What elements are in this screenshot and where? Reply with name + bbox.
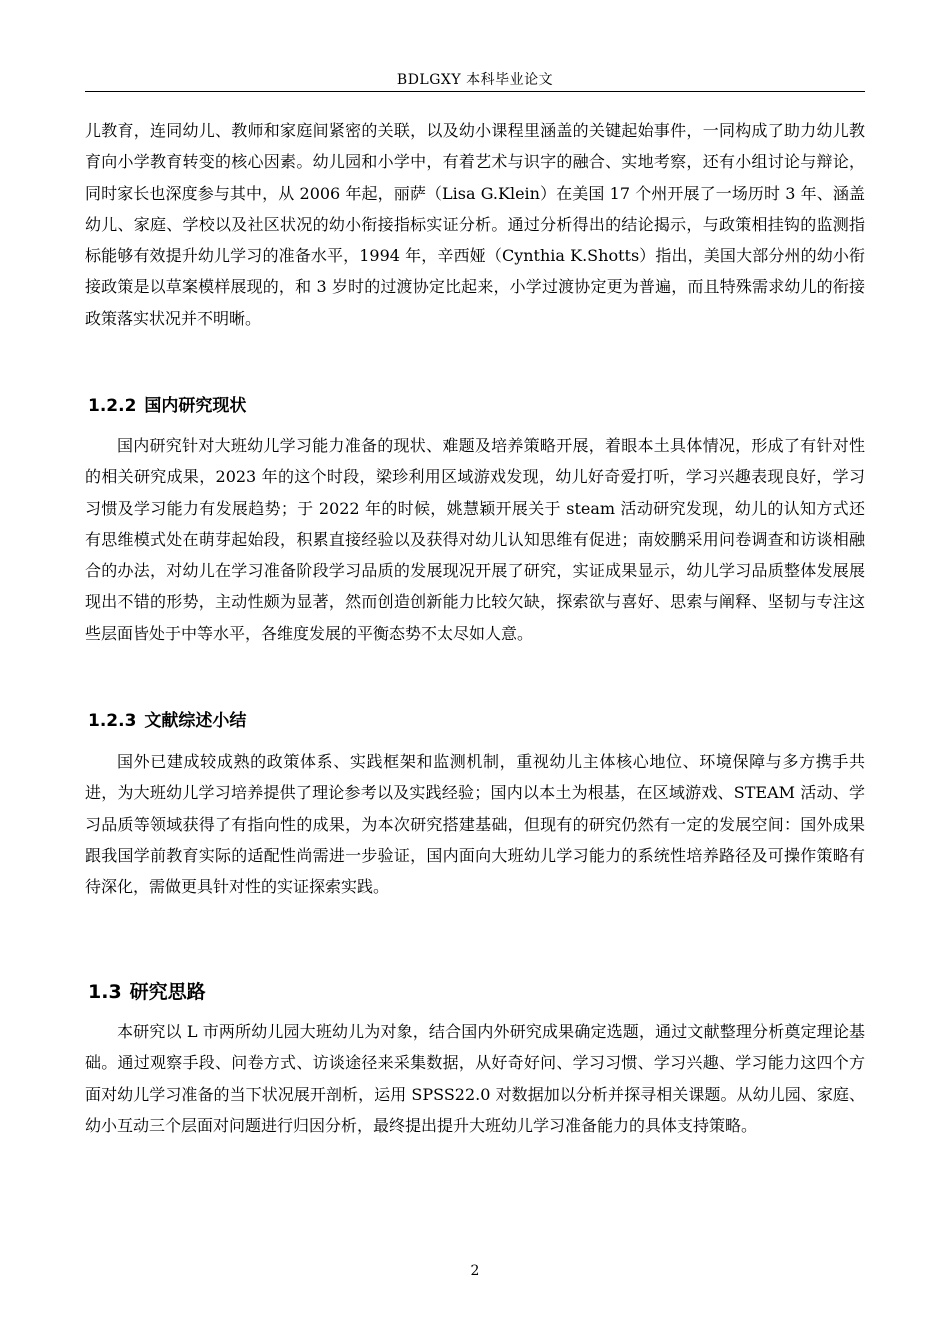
- section-heading-1-2-3: [88, 710, 246, 732]
- header-rule: [85, 91, 865, 92]
- paragraph-research-approach: 本研究以 L 市两所幼儿园大班幼儿为对象，结合国内外研究成果确定选题，通过文献整理分析奠定理论基础。通过观察手段、问卷方式、访谈途径来采集数据，从好奇好问、学习习惯、学习兴趣、学习能力这四个方面对幼儿学习准备的当下状况展开剖析，运用 SPSS22.0 对数据加以分析并探寻相关课题。从幼儿园、家庭、幼小互动三个层面对问题进行归因分析，最终提出提升大班幼儿学习准备能力的具体支持策略。: [85, 1022, 865, 1135]
- page-number: 2: [470, 1263, 480, 1279]
- running-header: BDLGXY 本科毕业论文: [396, 72, 554, 88]
- paragraph-domestic-research: 国内研究针对大班幼儿学习能力准备的现状、难题及培养策略开展，着眼本土具体情况，形成了有针对性的相关研究成果，2023 年的这个时段，梁珍利用区域游戏发现，幼儿好奇爱打听，学习兴趣表现良好，学习习惯及学习能力有发展趋势；于 2022 年的时候，姚慧颖开展关于 steam 活动研究发现，幼儿的认知方式还有思维模式处在萌芽起始段，积累直接经验以及获得对幼儿认知思维有促进；南姣鹏采用问卷调查和访谈相融合的办法，对幼儿在学习准备阶段学习品质的发展现况开展了研究，实证成果显示，幼儿学习品质整体发展展现出不错的形势，主动性颇为显著，然而创造创新能力比较欠缺，探索欲与喜好、思索与阐释、坚韧与专注这些层面皆处于中等水平，各维度发展的平衡态势不太尽如人意。: [85, 436, 865, 643]
- section-number: 1.2.2: [88, 396, 137, 416]
- section-title: 国内研究现状: [144, 396, 247, 416]
- paragraph-foreign-research-continued: 儿教育，连同幼儿、教师和家庭间紧密的关联，以及幼小课程里涵盖的关键起始事件，一同构成了助力幼儿教育向小学教育转变的核心因素。幼儿园和小学中，有着艺术与识字的融合、实地考察，还有小组讨论与辩论，同时家长也深度参与其中，从 2006 年起，丽萨（Lisa G.Klein）在美国 17 个州开展了一场历时 3 年、涵盖幼儿、家庭、学校以及社区状况的幼小衔接指标实证分析。通过分析得出的结论揭示，与政策相挂钩的监测指标能够有效提升幼儿学习的准备水平，1994 年，辛西娅（Cynthia K.Shotts）指出，美国大部分州的幼小衔接政策是以草案模样展现的，和 3 岁时的过渡协定比起来，小学过渡协定更为普遍，而且特殊需求幼儿的衔接政策落实状况并不明晰。: [85, 121, 865, 328]
- paragraph-literature-summary: 国外已建成较成熟的政策体系、实践框架和监测机制，重视幼儿主体核心地位、环境保障与多方携手共进，为大班幼儿学习培养提供了理论参考以及实践经验；国内以本土为根基，在区域游戏、STEAM 活动、学习品质等领域获得了有指向性的成果，为本次研究搭建基础，但现有的研究仍然有一定的发展空间：国外成果跟我国学前教育实际的适配性尚需进一步验证，国内面向大班幼儿学习能力的系统性培养路径及可操作策略有待深化，需做更具针对性的实证探索实践。: [85, 752, 865, 897]
- section-title: 文献综述小结: [144, 711, 247, 731]
- section-number: 1.3: [88, 981, 122, 1003]
- section-heading-1-2-2: [88, 395, 246, 417]
- section-title: 研究思路: [129, 981, 206, 1003]
- section-number: 1.2.3: [88, 711, 137, 731]
- section-heading-1-3: [88, 980, 206, 1004]
